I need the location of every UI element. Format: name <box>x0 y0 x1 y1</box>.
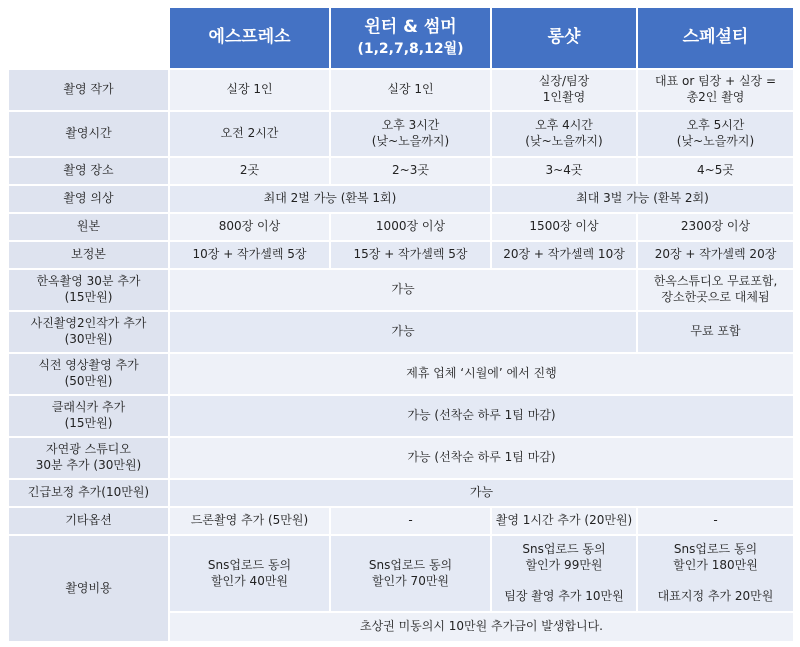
cell-all: 가능 (선착순 하루 1팀 마감) <box>169 437 794 479</box>
row-urgent <box>8 479 794 507</box>
row-location <box>8 157 794 185</box>
pricing-table-container <box>7 6 793 643</box>
cell-winter-summer: 15장 + 작가셀렉 5장 <box>330 241 491 269</box>
cell-longshot: 3~4곳 <box>491 157 637 185</box>
cell-espresso: 드론촬영 추가 (5만원) <box>169 507 330 535</box>
cell-longshot: 오후 4시간 (낮~노을까지) <box>491 111 637 157</box>
row-label: 촬영시간 <box>8 111 169 157</box>
row-label: 보정본 <box>8 241 169 269</box>
row-label: 기타옵션 <box>8 507 169 535</box>
row-label: 긴급보정 추가(10만원) <box>8 479 169 507</box>
cell-all: 제휴 업체 ‘시월에’ 에서 진행 <box>169 353 794 395</box>
row-label: 클래식카 추가 (15만원) <box>8 395 169 437</box>
cell-winter-summer: 실장 1인 <box>330 69 491 111</box>
header-winter-summer: 윈터 & 썸머 (1,2,7,8,12월) <box>330 7 491 69</box>
cell-longshot: 20장 + 작가셀렉 10장 <box>491 241 637 269</box>
row-label: 촬영 의상 <box>8 185 169 213</box>
portrait-rights-notice: 초상권 미동의시 10만원 추가금이 발생합니다. <box>169 612 794 642</box>
cell-longshot: 촬영 1시간 추가 (20만원) <box>491 507 637 535</box>
cell-all: 가능 <box>169 479 794 507</box>
cell-longshot: 1500장 이상 <box>491 213 637 241</box>
cell-specialty: 2300장 이상 <box>637 213 794 241</box>
cell-espresso: 2곳 <box>169 157 330 185</box>
row-label: 촬영 작가 <box>8 69 169 111</box>
cell-winter-summer: 오후 3시간 (낮~노을까지) <box>330 111 491 157</box>
cell-longshot: 실장/팀장 1인촬영 <box>491 69 637 111</box>
row-cost <box>8 535 794 612</box>
row-label: 촬영비용 <box>8 535 169 642</box>
cell-specialty: 무료 포함 <box>637 311 794 353</box>
cell-winter-summer: - <box>330 507 491 535</box>
header-longshot: 롱샷 <box>491 7 637 69</box>
row-hanbok <box>8 269 794 311</box>
row-second-photographer <box>8 311 794 353</box>
cell-longshot-specialty: 최대 3벌 가능 (환복 2회) <box>491 185 794 213</box>
row-classic-car <box>8 395 794 437</box>
row-label: 한옥촬영 30분 추가 (15만원) <box>8 269 169 311</box>
row-retouched <box>8 241 794 269</box>
cell-espresso: Sns업로드 동의 할인가 40만원 <box>169 535 330 612</box>
row-label: 원본 <box>8 213 169 241</box>
cell-specialty: 오후 5시간 (낮~노을까지) <box>637 111 794 157</box>
header-espresso: 에스프레소 <box>169 7 330 69</box>
row-label: 사진촬영2인작가 추가 (30만원) <box>8 311 169 353</box>
row-video <box>8 353 794 395</box>
pricing-table <box>7 6 795 643</box>
cell-espresso: 실장 1인 <box>169 69 330 111</box>
cell-specialty: 대표 or 팀장 + 실장 = 총2인 촬영 <box>637 69 794 111</box>
row-label: 촬영 장소 <box>8 157 169 185</box>
cell-longshot: Sns업로드 동의 할인가 99만원 팀장 촬영 추가 10만원 <box>491 535 637 612</box>
row-other-options <box>8 507 794 535</box>
row-natural-studio <box>8 437 794 479</box>
cell-espresso-longshot: 가능 <box>169 311 637 353</box>
cell-all: 가능 (선착순 하루 1팀 마감) <box>169 395 794 437</box>
cell-winter-summer: Sns업로드 동의 할인가 70만원 <box>330 535 491 612</box>
row-photographer <box>8 69 794 111</box>
cell-specialty: 20장 + 작가셀렉 20장 <box>637 241 794 269</box>
cell-espresso: 800장 이상 <box>169 213 330 241</box>
cell-espresso-longshot: 가능 <box>169 269 637 311</box>
cell-winter-summer: 2~3곳 <box>330 157 491 185</box>
cell-specialty: 한옥스튜디오 무료포함, 장소한곳으로 대체됨 <box>637 269 794 311</box>
cell-winter-summer: 1000장 이상 <box>330 213 491 241</box>
header-winter-summer-months: (1,2,7,8,12월) <box>357 41 464 57</box>
row-outfit <box>8 185 794 213</box>
cell-specialty: 4~5곳 <box>637 157 794 185</box>
cell-espresso: 오전 2시간 <box>169 111 330 157</box>
header-empty-cell <box>8 7 169 69</box>
header-row <box>8 7 794 69</box>
row-label: 식전 영상촬영 추가 (50만원) <box>8 353 169 395</box>
row-label: 자연광 스튜디오 30분 추가 (30만원) <box>8 437 169 479</box>
row-originals <box>8 213 794 241</box>
cell-specialty: - <box>637 507 794 535</box>
row-time <box>8 111 794 157</box>
cell-espresso: 10장 + 작가셀렉 5장 <box>169 241 330 269</box>
header-specialty: 스페셜티 <box>637 7 794 69</box>
cell-specialty: Sns업로드 동의 할인가 180만원 대표지정 추가 20만원 <box>637 535 794 612</box>
cell-espresso-winter: 최대 2벌 가능 (환복 1회) <box>169 185 491 213</box>
